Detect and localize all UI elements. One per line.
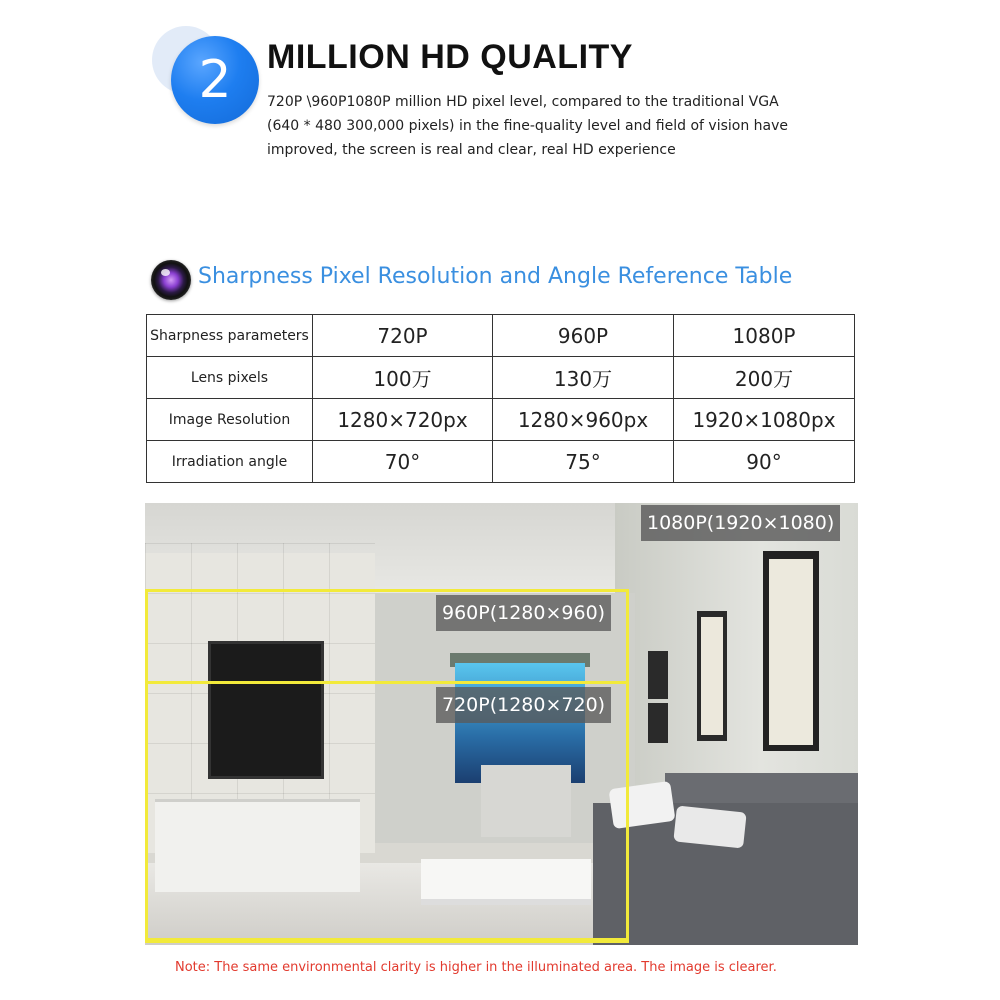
label-1080p: 1080P(1920×1080) bbox=[641, 505, 840, 541]
cell-1080p: 90° bbox=[674, 441, 855, 483]
row-label: Image Resolution bbox=[147, 399, 313, 441]
table-row bbox=[147, 441, 855, 483]
description-text: 720P \960P1080P million HD pixel level, compared to the traditional VGA (640 * 480 300,000 pixels) in the fine-quality level and field of vision have improved, the screen is real and clear, real HD experience bbox=[267, 94, 789, 158]
cell-960p: 75° bbox=[493, 441, 674, 483]
cell-1080p: 1080P bbox=[674, 315, 855, 357]
wall-frame-small bbox=[648, 703, 668, 743]
table-row bbox=[147, 399, 855, 441]
table-heading: Sharpness Pixel Resolution and Angle Reference Table bbox=[198, 264, 793, 289]
reference-table bbox=[146, 314, 855, 483]
label-960p: 960P(1280×960) bbox=[436, 595, 611, 631]
cell-1080p: 200万 bbox=[674, 357, 855, 399]
cell-720p: 70° bbox=[313, 441, 493, 483]
row-label: Sharpness parameters bbox=[147, 315, 313, 357]
cell-1080p: 1920×1080px bbox=[674, 399, 855, 441]
cell-960p: 960P bbox=[493, 315, 674, 357]
wall-art-medium bbox=[701, 617, 723, 735]
wall-art-large bbox=[769, 559, 813, 745]
cell-960p: 1280×960px bbox=[493, 399, 674, 441]
room-photo bbox=[145, 503, 858, 945]
table-row bbox=[147, 315, 855, 357]
cell-960p: 130万 bbox=[493, 357, 674, 399]
table-row bbox=[147, 357, 855, 399]
step-badge bbox=[152, 24, 262, 114]
wall-frame-small bbox=[648, 651, 668, 699]
cell-720p: 1280×720px bbox=[313, 399, 493, 441]
pillow bbox=[673, 805, 746, 848]
page-title: MILLION HD QUALITY bbox=[267, 38, 633, 76]
label-720p: 720P(1280×720) bbox=[436, 687, 611, 723]
cell-720p: 720P bbox=[313, 315, 493, 357]
row-label: Lens pixels bbox=[147, 357, 313, 399]
cell-720p: 100万 bbox=[313, 357, 493, 399]
badge-number: 2 bbox=[198, 50, 232, 110]
footnote: Note: The same environmental clarity is higher in the illuminated area. The image is clearer. bbox=[175, 960, 777, 975]
camera-lens-icon bbox=[151, 260, 191, 300]
row-label: Irradiation angle bbox=[147, 441, 313, 483]
